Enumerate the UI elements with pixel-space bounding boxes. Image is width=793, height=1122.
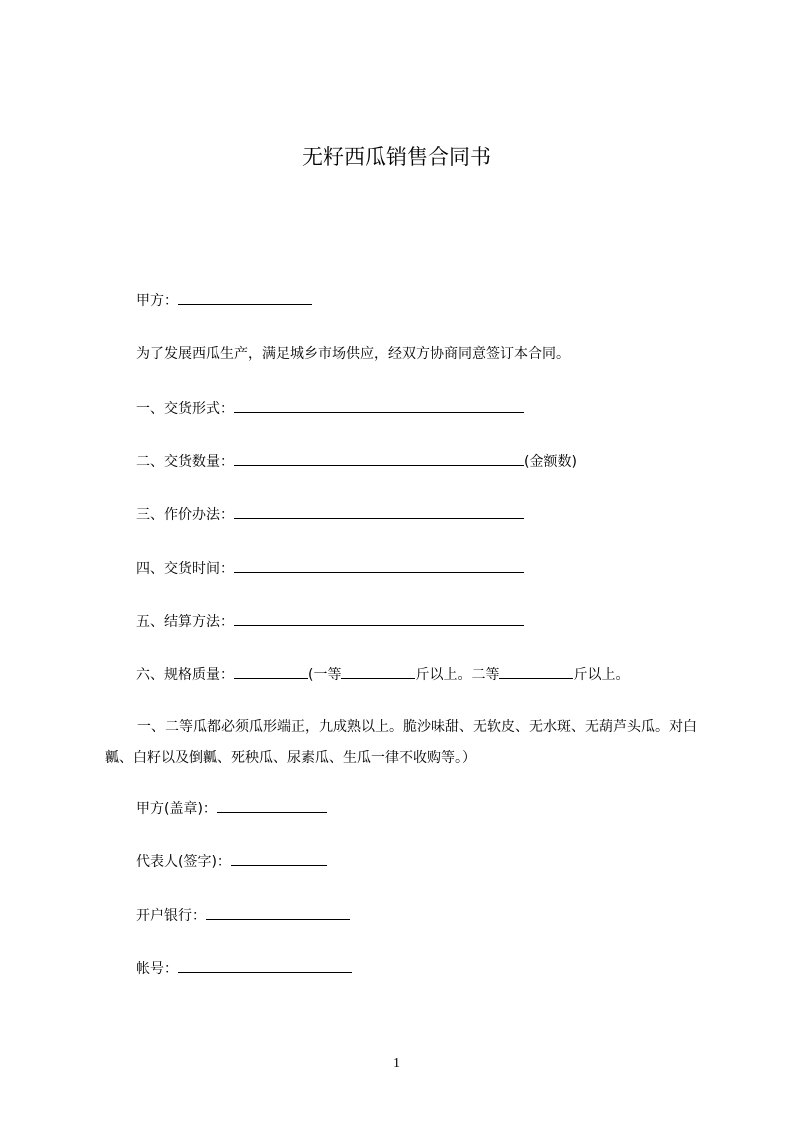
party-a-blank — [178, 290, 312, 305]
pricing-method-line — [136, 504, 524, 525]
document-title: 无籽西瓜销售合同书 — [302, 145, 491, 169]
pricing-method-blank — [234, 504, 524, 519]
pricing-method-label: 三、作价办法： — [136, 507, 234, 523]
account-label: 帐号： — [136, 961, 178, 977]
spec-quality-part1: (一等 — [308, 667, 342, 683]
account-line — [136, 958, 352, 979]
spec-quality-part3: 斤以上。 — [573, 667, 630, 683]
representative-line — [136, 851, 327, 872]
party-a-line — [136, 290, 312, 311]
party-a-seal-blank — [217, 798, 327, 813]
settlement-method-line — [136, 611, 524, 632]
delivery-quantity-label: 二、交货数量： — [136, 454, 234, 470]
delivery-time-line — [136, 558, 524, 579]
party-a-label: 甲方： — [136, 293, 178, 309]
spec-quality-blank-2 — [341, 664, 415, 679]
bank-label: 开户银行： — [136, 908, 206, 924]
spec-quality-blank-3 — [499, 664, 573, 679]
delivery-form-line — [136, 398, 524, 419]
party-a-seal-label: 甲方(盖章)： — [136, 801, 217, 817]
bank-blank — [206, 905, 350, 920]
account-blank — [178, 958, 352, 973]
delivery-form-blank — [234, 398, 524, 413]
quality-paragraph: 一、二等瓜都必须瓜形端正，九成熟以上。脆沙味甜、无软皮、无水斑、无葫芦头瓜。对白瓤、白籽以及倒瓤、死秧瓜、尿素瓜、生瓜一律不收购等。） — [105, 719, 697, 766]
representative-blank — [231, 851, 327, 866]
spec-quality-line — [136, 664, 629, 685]
bank-line — [136, 905, 350, 926]
delivery-quantity-suffix: (金额数) — [524, 454, 577, 470]
spec-quality-part2: 斤以上。二等 — [415, 667, 500, 683]
intro-text: 为了发展西瓜生产，满足城乡市场供应，经双方协商同意签订本合同。 — [136, 346, 570, 362]
delivery-time-blank — [234, 558, 524, 573]
settlement-method-blank — [234, 611, 524, 626]
delivery-quantity-line — [136, 451, 577, 472]
party-a-seal-line — [136, 798, 327, 819]
delivery-quantity-blank — [234, 451, 524, 466]
settlement-method-label: 五、结算方法： — [136, 614, 234, 630]
page-number: 1 — [393, 1056, 400, 1071]
delivery-form-label: 一、交货形式： — [136, 401, 234, 417]
representative-label: 代表人(签字)： — [136, 854, 231, 870]
spec-quality-blank-1 — [234, 664, 308, 679]
spec-quality-label: 六、规格质量： — [136, 667, 234, 683]
delivery-time-label: 四、交货时间： — [136, 561, 234, 577]
